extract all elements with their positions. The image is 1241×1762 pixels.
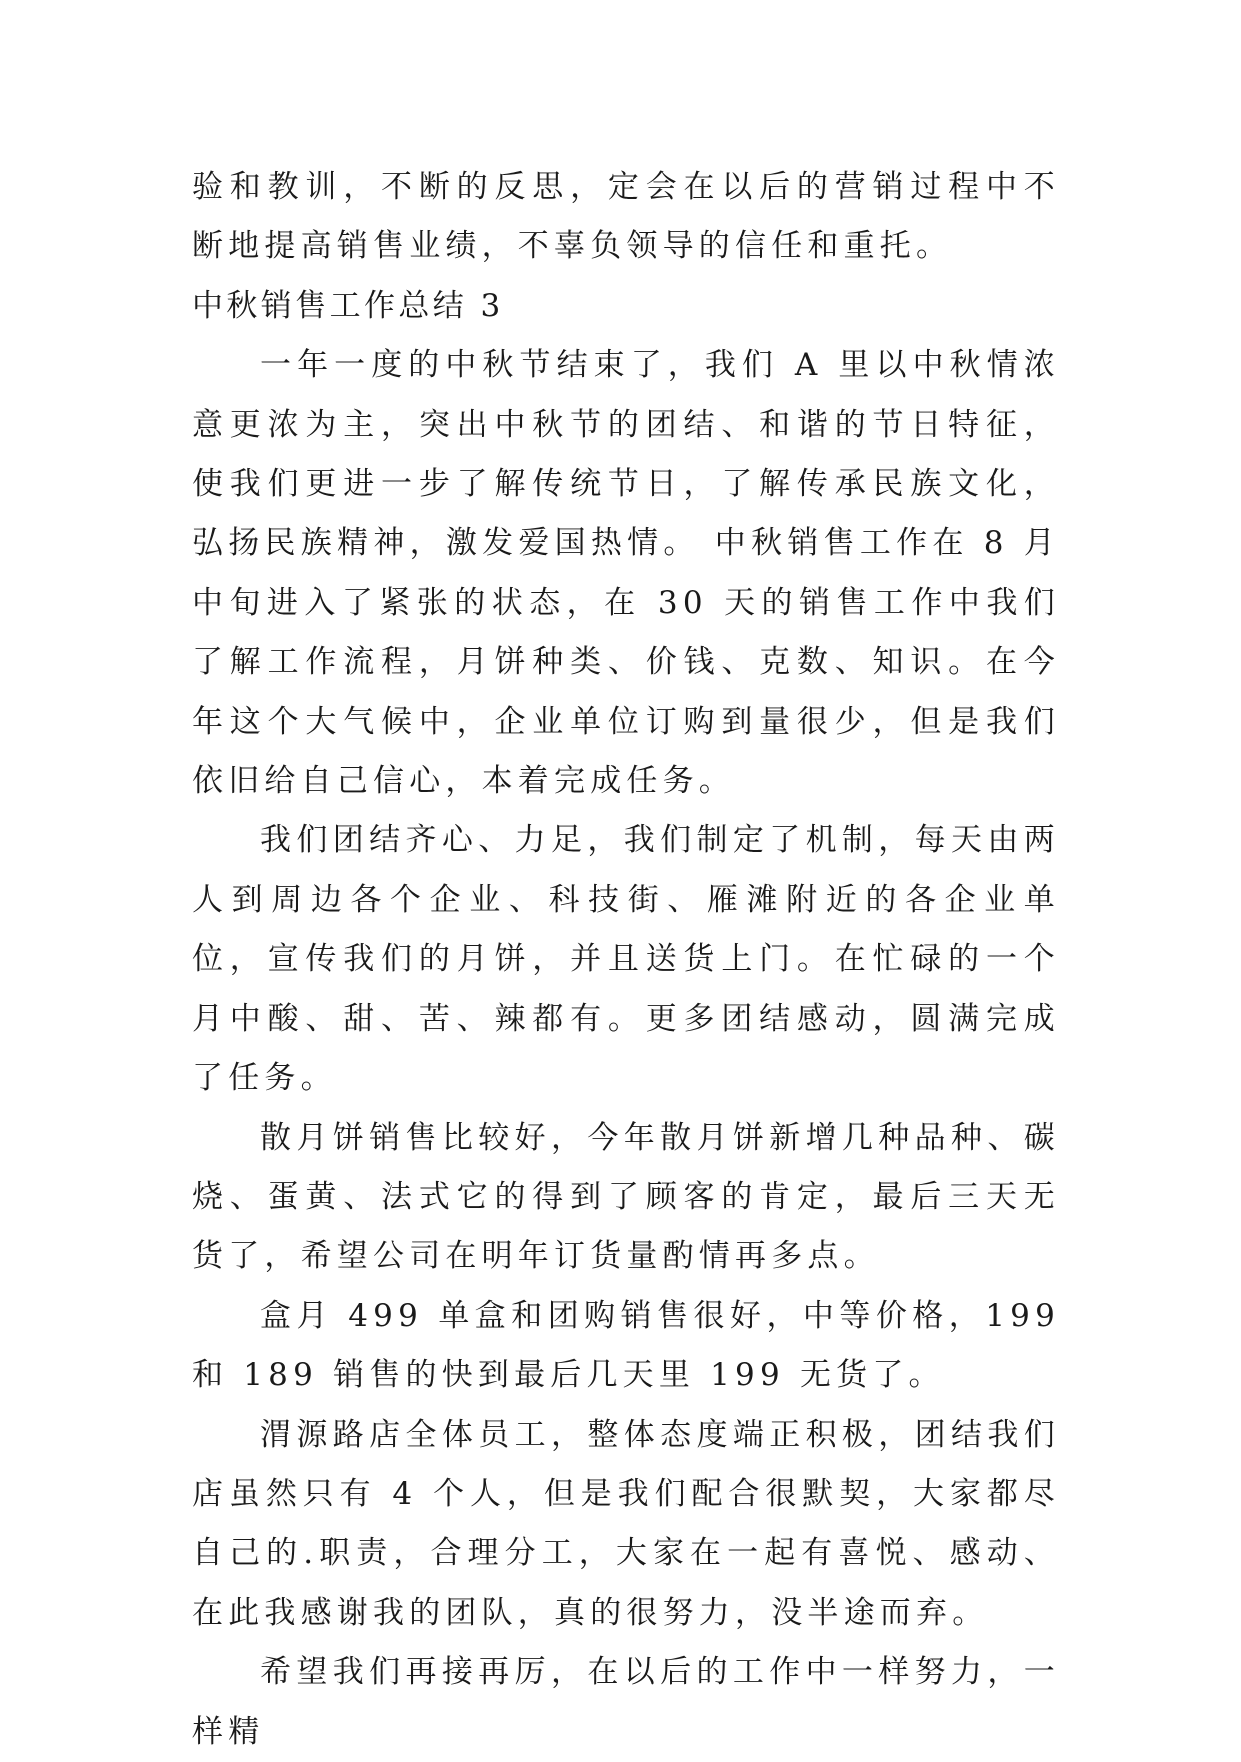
paragraph-2: 我们团结齐心、力足，我们制定了机制，每天由两人到周边各个企业、科技街、雁滩附近的各企业单位，宣传我们的月饼，并且送货上门。在忙碌的一个月中酸、甜、苦、辣都有。更多团结感动，圆满完成了任务。 [192, 822, 1060, 1097]
document-body [192, 158, 1060, 1762]
paragraph-4: 盒月 499 单盒和团购销售很好，中等价格，199 和 189 销售的快到最后几天里 199 无货了。 [192, 1297, 1060, 1394]
paragraph-3: 散月饼销售比较好，今年散月饼新增几种品种、碳烧、蛋黄、法式它的得到了顾客的肯定，最后三天无货了，希望公司在明年订货量酌情再多点。 [192, 1119, 1060, 1275]
section-heading: 中秋销售工作总结 3 [192, 287, 504, 324]
paragraph-5: 渭源路店全体员工，整体态度端正积极，团结我们店虽然只有 4 个人，但是我们配合很默契，大家都尽自己的.职责，合理分工，大家在一起有喜悦、感动、在此我感谢我的团队，真的很努力，没半途而弃。 [192, 1416, 1060, 1631]
paragraph-1: 一年一度的中秋节结束了，我们 A 里以中秋情浓意更浓为主，突出中秋节的团结、和谐的节日特征，使我们更进一步了解传统节日，了解传承民族文化，弘扬民族精神，激发爱国热情。 中秋销售工作在 8 月中旬进入了紧张的状态，在 30 天的销售工作中我们了解工作流程，月饼种类、价钱、克数、知识。在今年这个大气候中，企业单位订购到量很少，但是我们依旧给自己信心，本着完成任务。 [192, 347, 1060, 800]
continuation-paragraph: 验和教训，不断的反思，定会在以后的营销过程中不断地提高销售业绩，不辜负领导的信任和重托。 [192, 169, 1060, 265]
paragraph-6: 希望我们再接再厉，在以后的工作中一样努力，一样精 [192, 1654, 1060, 1750]
